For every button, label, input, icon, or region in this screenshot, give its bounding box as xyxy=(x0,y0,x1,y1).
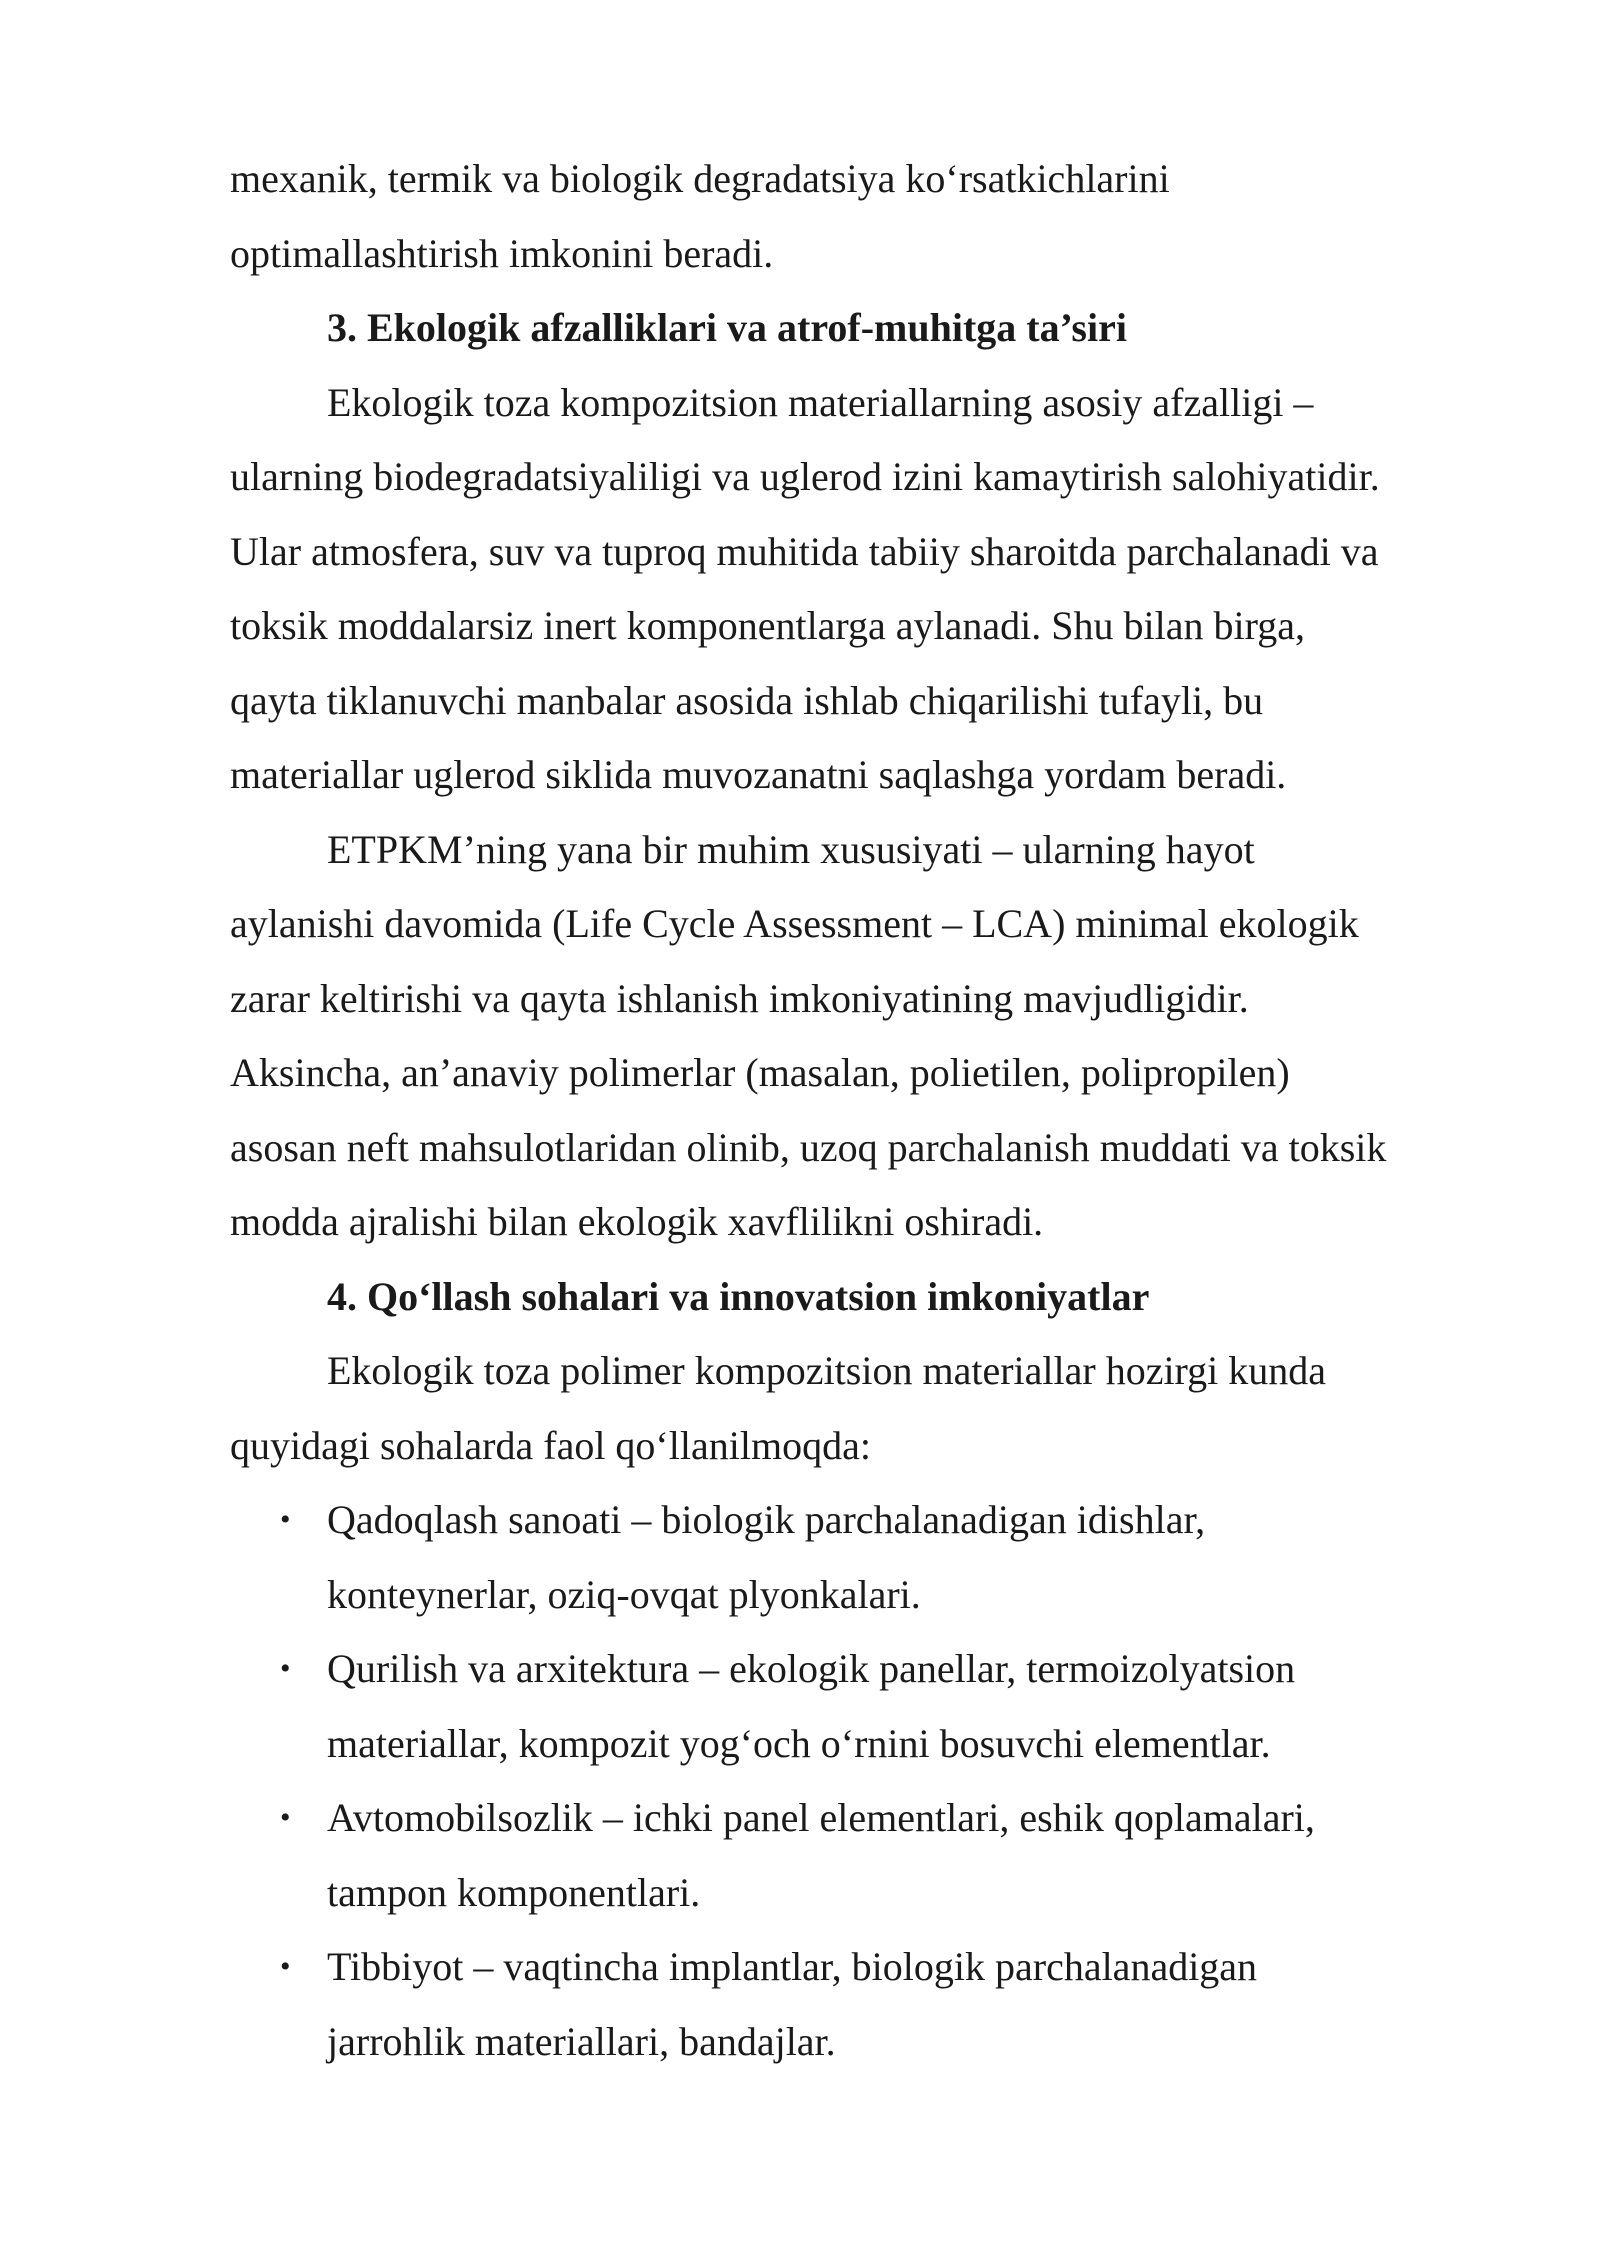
section-4-heading: 4. Qo‘llash sohalari va innovatsion imkoniyatlar xyxy=(327,1273,1150,1319)
list-item-line: materiallar, kompozit yog‘och o‘rnini bosuvchi elementlar. xyxy=(327,1720,1271,1766)
list-item-line: Qadoqlash sanoati – biologik parchalanadigan idishlar, xyxy=(327,1497,1206,1542)
bullet-icon: • xyxy=(280,1503,291,1536)
section-3-paragraph-1 xyxy=(230,366,1490,813)
section-3-paragraph-2 xyxy=(230,813,1490,1260)
text-line: qayta tiklanuvchi manbalar asosida ishlab chiqarilishi tufayli, bu xyxy=(230,677,1264,723)
text-line: mexanik, termik va biologik degradatsiya ko‘rsatkichlarini xyxy=(230,156,1170,201)
text-line: zarar keltirishi va qayta ishlanish imkoniyatining mavjudligidir. xyxy=(230,975,1249,1021)
text-line: aylanishi davomida (Life Cycle Assessment – LCA) minimal ekologik xyxy=(230,901,1359,946)
text-line: Ekologik toza kompozitsion materiallarning asosiy afzalligi – xyxy=(327,379,1314,425)
list-item-line: Avtomobilsozlik – ichki panel elementlari, eshik qoplamalari, xyxy=(327,1795,1315,1840)
bullet-icon: • xyxy=(280,1652,291,1685)
text-line: quyidagi sohalarda faol qo‘llanilmoqda: xyxy=(230,1422,871,1468)
list-item-line: Qurilish va arxitektura – ekologik panellar, termoizolyatsion xyxy=(327,1646,1296,1691)
list-item xyxy=(230,1930,1490,2079)
text-line: ularning biodegradatsiyaliligi va uglerod izini kamaytirish salohiyatidir. xyxy=(230,454,1380,499)
text-line: toksik moddalarsiz inert komponentlarga aylanadi. Shu bilan birga, xyxy=(230,603,1305,648)
continuation-paragraph xyxy=(230,142,1490,291)
list-item xyxy=(230,1632,1490,1781)
text-line: materiallar uglerod siklida muvozanatni saqlashga yordam beradi. xyxy=(230,752,1287,797)
list-item xyxy=(230,1781,1490,1930)
text-line: Ular atmosfera, suv va tuproq muhitida tabiiy sharoitda parchalanadi va xyxy=(230,528,1379,574)
text-line: Aksincha, an’anaviy polimerlar (masalan, polietilen, polipropilen) xyxy=(230,1050,1290,1095)
list-item-line: konteynerlar, oziq-ovqat plyonkalari. xyxy=(327,1571,921,1617)
list-item-line: jarrohlik materiallari, bandajlar. xyxy=(327,2018,836,2064)
text-line: optimallashtirish imkonini beradi. xyxy=(230,230,774,276)
text-line: modda ajralishi bilan ekologik xavflilikni oshiradi. xyxy=(230,1199,1044,1244)
application-list xyxy=(230,1483,1490,2079)
bullet-icon: • xyxy=(280,1801,291,1834)
text-line: Ekologik toza polimer kompozitsion materiallar hozirgi kunda xyxy=(327,1348,1327,1393)
bullet-icon: • xyxy=(280,1950,291,1983)
section-3-heading: 3. Ekologik afzalliklari va atrof-muhitga ta’siri xyxy=(327,305,1127,350)
document-page xyxy=(230,142,1490,2079)
text-line: ETPKM’ning yana bir muhim xususiyati – ularning hayot xyxy=(327,826,1255,872)
list-item-line: Tibbiyot – vaqtincha implantlar, biologik parchalanadigan xyxy=(327,1944,1258,1989)
section-4-intro xyxy=(230,1334,1490,1483)
list-item-line: tampon komponentlari. xyxy=(327,1869,701,1915)
text-line: asosan neft mahsulotlaridan olinib, uzoq parchalanish muddati va toksik xyxy=(230,1124,1387,1170)
list-item xyxy=(230,1483,1490,1632)
